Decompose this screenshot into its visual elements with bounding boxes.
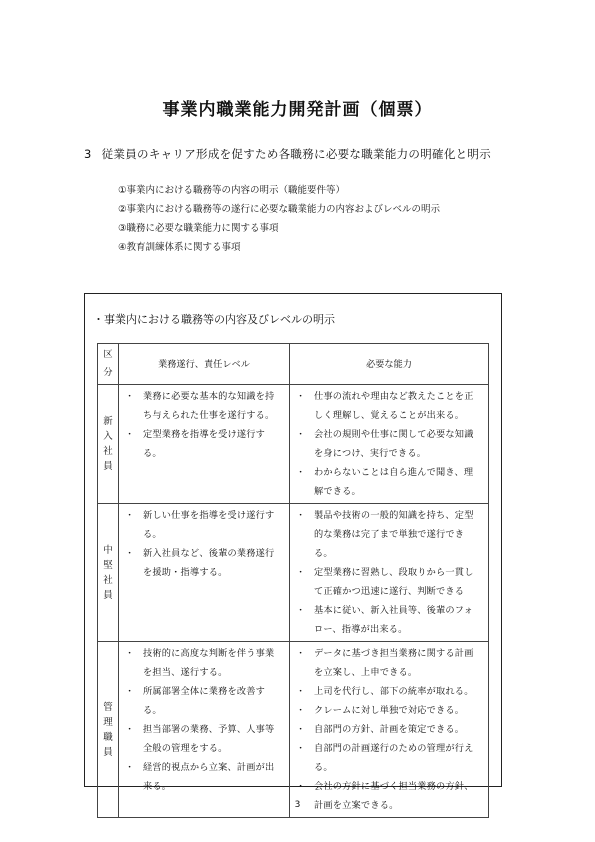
table-row bbox=[98, 385, 489, 504]
list-item: ・ 担当部署の業務、予算、人事等全般の管理をする。 bbox=[125, 720, 283, 758]
list-item: ・ 基本に従い、新入社員等、後輩のフォロー、指導が出来る。 bbox=[296, 601, 482, 639]
header-category-char: 分 bbox=[103, 367, 113, 378]
section-heading bbox=[84, 146, 524, 163]
list-item: ・ 経営的視点から立案、計画が出来る。 bbox=[125, 758, 283, 796]
box-title: ・事業内における職務等の内容及びレベルの明示 bbox=[93, 313, 335, 326]
section-heading-text: 従業員のキャリア形成を促すため各職務に必要な職業能力の明確化と明示 bbox=[101, 147, 492, 161]
list-item: ・ データに基づき担当業務に関する計画を立案し、上申できる。 bbox=[296, 644, 482, 682]
list-item: ・ 定型業務を指導を受け遂行する。 bbox=[125, 425, 283, 463]
list-item: ・ 技術的に高度な判断を伴う事業を担当、遂行する。 bbox=[125, 644, 283, 682]
table-header-row bbox=[98, 344, 489, 385]
category-char: 中 bbox=[103, 544, 113, 556]
list-item: ・ クレームに対し単独で対応できる。 bbox=[296, 701, 482, 720]
category-char: 員 bbox=[103, 461, 113, 472]
abilities-list bbox=[290, 385, 488, 503]
list-item: ・ 会社の規則や仕事に関して必要な知識を身につけ、実行できる。 bbox=[296, 425, 482, 463]
section-item: ④教育訓練体系に関する事項 bbox=[118, 242, 241, 253]
category-char: 理 bbox=[103, 716, 113, 728]
table-body bbox=[98, 385, 489, 818]
section-items bbox=[84, 181, 524, 257]
category-char: 職 bbox=[103, 731, 113, 743]
category-char: 管 bbox=[103, 701, 113, 713]
category-char: 員 bbox=[103, 746, 113, 758]
list-item: ・ 上司を代行し、部下の統率が取れる。 bbox=[296, 682, 482, 701]
category-char: 社 bbox=[103, 446, 113, 457]
list-item: ・ わからないことは自ら進んで聞き、理解できる。 bbox=[296, 463, 482, 501]
header-category-label bbox=[98, 346, 118, 382]
list-item: ・ 仕事の流れや理由など教えたことを正しく理解し、覚えることが出来る。 bbox=[296, 387, 482, 425]
row-duties bbox=[119, 642, 290, 818]
category-char: 堅 bbox=[103, 559, 113, 571]
duties-list bbox=[119, 504, 289, 584]
list-item: ・ 新入社員など、後輩の業務遂行を援助・指導する。 bbox=[125, 544, 283, 582]
skills-table bbox=[97, 343, 489, 818]
duties-list bbox=[119, 385, 289, 465]
table-row bbox=[98, 504, 489, 642]
header-duties: 業務遂行、責任レベル bbox=[119, 344, 290, 385]
row-abilities bbox=[290, 504, 489, 642]
row-duties bbox=[119, 504, 290, 642]
list-item: ・ 自部門の方針、計画を策定できる。 bbox=[296, 720, 482, 739]
skills-box bbox=[84, 293, 502, 811]
row-category bbox=[98, 385, 119, 504]
category-char: 社 bbox=[103, 574, 113, 586]
row-duties bbox=[119, 385, 290, 504]
header-category-char: 区 bbox=[103, 349, 113, 360]
section-number: 3 bbox=[84, 147, 92, 161]
abilities-list bbox=[290, 504, 488, 641]
section-item: ③職務に必要な職業能力に関する事項 bbox=[118, 223, 279, 234]
category-char: 入 bbox=[103, 431, 113, 442]
list-item: ・ 自部門の計画遂行のための管理が行える。 bbox=[296, 739, 482, 777]
section-item: ②事業内における職務等の遂行に必要な職業能力の内容およびレベルの明示 bbox=[118, 204, 441, 215]
list-item: ・ 新しい仕事を指導を受け遂行する。 bbox=[125, 506, 283, 544]
page-number: 3 bbox=[294, 800, 301, 810]
duties-list bbox=[119, 642, 289, 798]
list-item: ・ 業務に必要な基本的な知識を持ち与えられた仕事を遂行する。 bbox=[125, 387, 283, 425]
category-char: 新 bbox=[103, 416, 113, 427]
abilities-list bbox=[290, 642, 488, 817]
row-abilities bbox=[290, 385, 489, 504]
table-row bbox=[98, 642, 489, 818]
header-category bbox=[98, 344, 119, 385]
row-category bbox=[98, 642, 119, 818]
list-item: ・ 会社の方針に基づく担当業務の方針、計画を立案できる。 bbox=[296, 777, 482, 815]
row-category bbox=[98, 504, 119, 642]
header-abilities: 必要な能力 bbox=[290, 344, 489, 385]
list-item: ・ 所属部署全体に業務を改善する。 bbox=[125, 682, 283, 720]
category-char: 員 bbox=[103, 589, 113, 601]
list-item: ・ 定型業務に習熟し、段取りから一貫して正確かつ迅速に遂行、判断できる bbox=[296, 563, 482, 601]
page-title: 事業内職業能力開発計画（個票） bbox=[162, 100, 433, 120]
section-item: ①事業内における職務等の内容の明示（職能要件等） bbox=[118, 185, 346, 196]
row-abilities bbox=[290, 642, 489, 818]
list-item: ・ 製品や技術の一般的知識を持ち、定型的な業務は完了まで単独で遂行できる。 bbox=[296, 506, 482, 563]
